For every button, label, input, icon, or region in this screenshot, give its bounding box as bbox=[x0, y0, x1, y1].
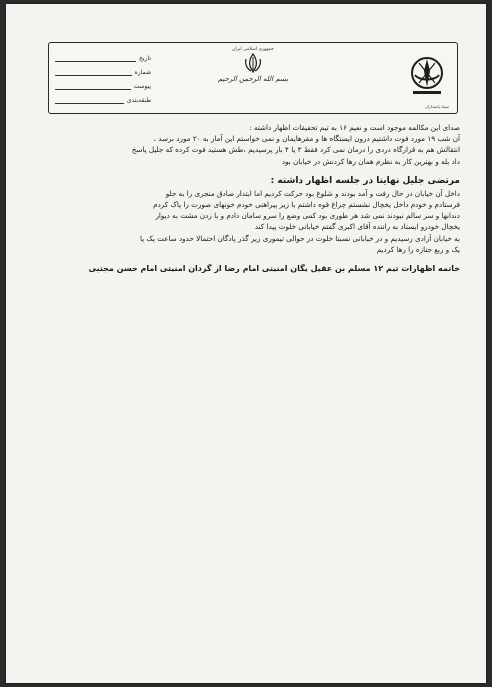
country-caption: جمهوری اسلامی ایران bbox=[232, 47, 274, 52]
attachment-line bbox=[55, 78, 131, 90]
closing-statement: خاتمه اظهارات تیم ۱۲ مسلم بن عقیل یگان امنیتی امام رضا از گردان امنیتی امام حسن مجتبی bbox=[88, 264, 460, 274]
spacer bbox=[38, 167, 460, 175]
irgc-logo-icon bbox=[407, 51, 447, 105]
spacer bbox=[38, 255, 460, 263]
date-label: تاریخ bbox=[139, 55, 151, 62]
basmala-calligraphy: بسم الله الرحمن الرحیم bbox=[217, 75, 289, 83]
number-field bbox=[55, 63, 151, 76]
section-line-2: فرستادم و خودم داخل یخچال نشستم چراغ قوه داشتم با زیر پیراهنی خودم خونهای صورت را پاک کردم bbox=[153, 200, 460, 210]
section-line-4: یخچال خودرو ایستاد به راننده آقای اکبری گفتم خیابانی خلوت پیدا کند bbox=[254, 222, 460, 232]
attachment-label: پیوست bbox=[133, 83, 151, 90]
national-emblem-block bbox=[209, 47, 297, 109]
document-page bbox=[6, 4, 486, 683]
number-line bbox=[55, 64, 132, 76]
iran-emblem-icon bbox=[242, 53, 264, 73]
intro-line-1: صدای این مکالمه موجود است و نعیم ۱۶ به تیم تحقیقات اظهار داشته : bbox=[249, 123, 460, 132]
intro-line-3: انتقالش هم به قرارگاه دردی را درمان نمی کرد فقط ۳ یا ۴ بار پرسیدیم ،طش هستید فوت کرده که جلیل پاسخ bbox=[131, 145, 460, 155]
letterhead bbox=[48, 42, 458, 114]
section-line-5: به خیابان آزادی رسیدیم و در خیابانی نسبتا خلوت در حوالی تیموری زیر گذر پادگان احتمالا حدود ساعت یک یا bbox=[139, 233, 460, 243]
section-line-1: داخل آن خیابان در حال رفت و آمد بودند و شلوغ بود حرکت کردیم اما ابتدار صادق منجری را به جلو bbox=[165, 188, 460, 198]
intro-line-2: آن شب ۱۹ مورد فوت داشتیم درون ایستگاه ها و مقرهایمان و نمی خواستم این آمار به ۲۰ مورد برسد ، bbox=[153, 134, 460, 144]
intro-line-4: داد بله و بهترین کار به نظرم همان رها کردنش در خیابان بود bbox=[281, 156, 460, 166]
classification-field bbox=[55, 91, 151, 104]
number-label: شماره bbox=[134, 69, 151, 76]
date-line bbox=[55, 50, 136, 62]
section-heading: مرتضی جلیل نهایتا در جلسه اظهار داشته : bbox=[270, 175, 460, 186]
section-line-6: یک و ربع جنازه را رها کردیم bbox=[376, 244, 460, 254]
letter-body bbox=[38, 122, 460, 275]
classification-label: طبقه‌بندی bbox=[126, 97, 151, 104]
date-field bbox=[55, 49, 151, 62]
letter-meta-fields bbox=[55, 49, 151, 105]
classification-line bbox=[55, 92, 124, 104]
corp-caption: سپاه پاسداران bbox=[424, 104, 449, 109]
attachment-field bbox=[55, 77, 151, 90]
section-line-3: دندانها و سر سالم نبودند نمی شد هر طوری بود کمی وضع را سرو سامان دادم و با زدن مشت به دیوار bbox=[155, 211, 460, 221]
